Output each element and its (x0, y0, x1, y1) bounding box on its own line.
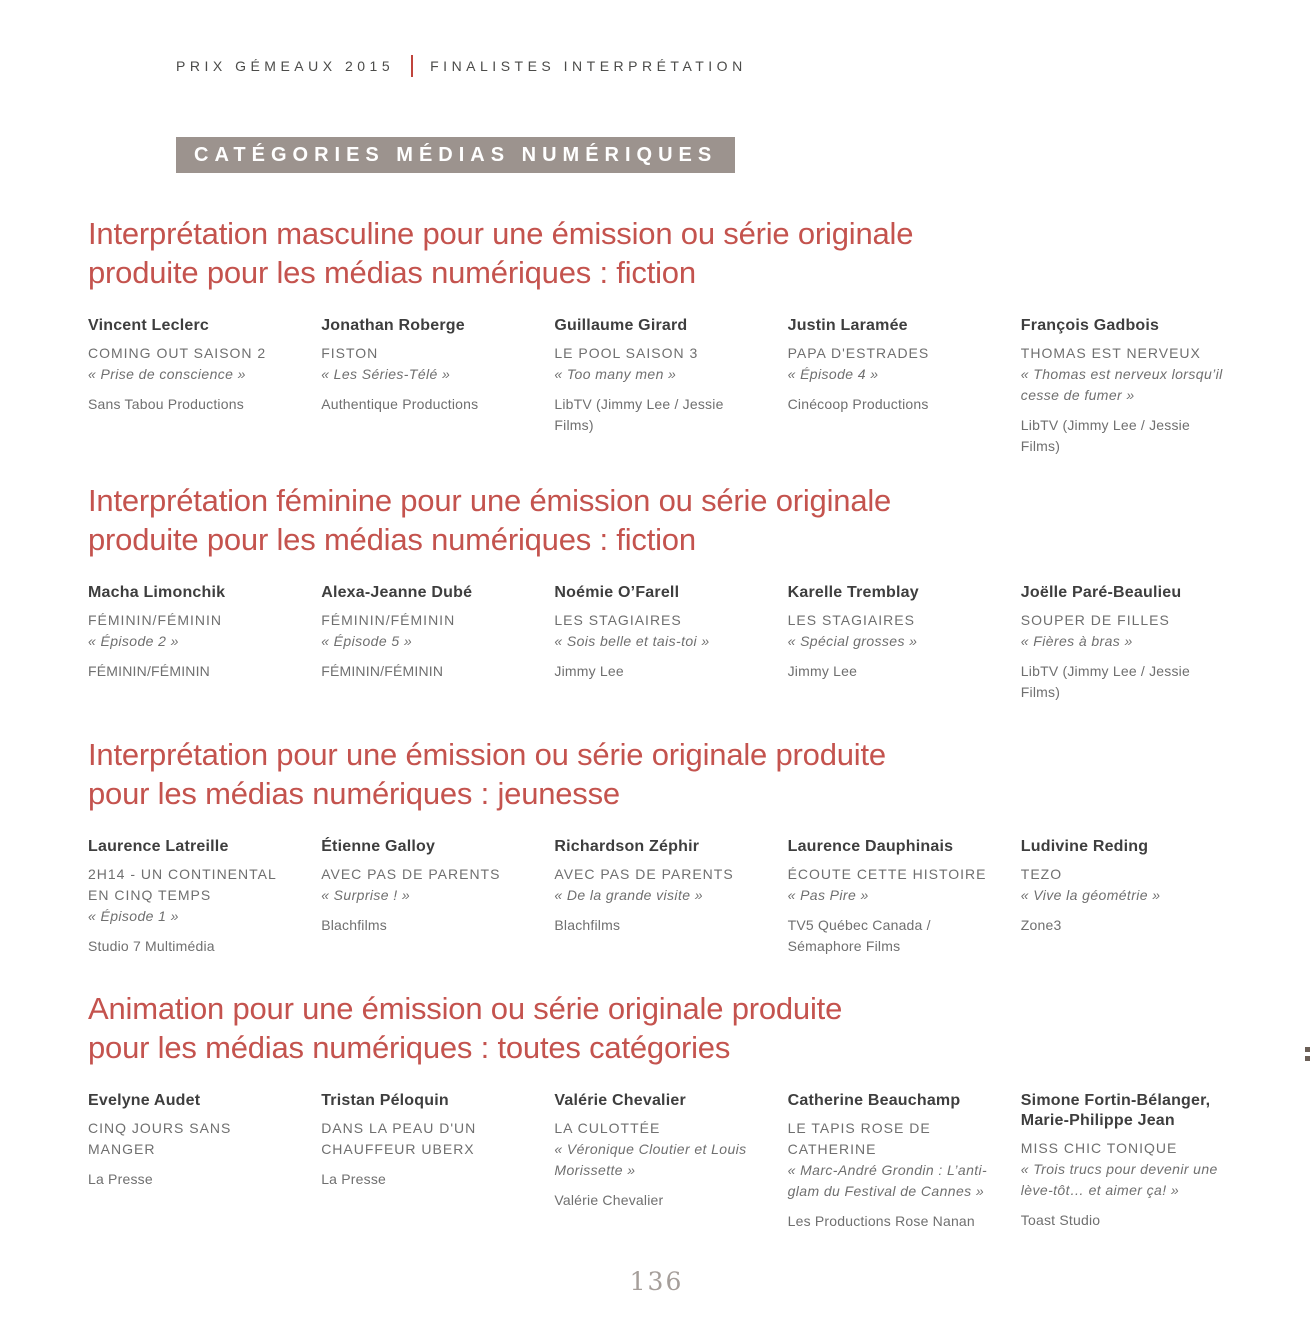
program-title: AVEC PAS DE PARENTS (554, 866, 734, 882)
program-title: LES STAGIAIRES (554, 612, 682, 628)
program-title: LE TAPIS ROSE DE CATHERINE (787, 1120, 931, 1157)
program-title: LA CULOTTÉE (554, 1120, 661, 1136)
finalists-row (88, 837, 1228, 957)
episode-title: « Pas Pire » (787, 887, 869, 903)
finalist-name: Ludivine Reding (1020, 838, 1149, 855)
episode-title: « Sois belle et tais-toi » (554, 633, 710, 649)
program-title: DANS LA PEAU D'UN CHAUFFEUR UBERX (321, 1120, 477, 1157)
finalist-entry (88, 316, 295, 457)
producer-name: Jimmy Lee (554, 663, 624, 679)
section-title-line2: pour les médias numériques : jeunesse (88, 776, 620, 811)
producer-name: FÉMININ/FÉMININ (321, 663, 444, 679)
category-banner: CATÉGORIES MÉDIAS NUMÉRIQUES (176, 137, 735, 173)
section-title-line2: produite pour les médias numériques : fiction (88, 522, 696, 557)
producer-name: La Presse (321, 1171, 387, 1187)
program-title: MISS CHIC TONIQUE (1020, 1140, 1178, 1156)
episode-title: « Épisode 5 » (321, 633, 413, 649)
finalist-entry (1021, 1091, 1228, 1232)
producer-name: Authentique Productions (321, 396, 479, 412)
producer-name: Les Productions Rose Nanan (787, 1213, 975, 1229)
program-title: AVEC PAS DE PARENTS (321, 866, 501, 882)
finalist-name: Vincent Leclerc (88, 317, 209, 334)
finalist-entry (788, 837, 995, 957)
producer-name: LibTV (Jimmy Lee / Jessie Films) (554, 396, 724, 433)
page-content (88, 172, 1228, 1232)
section-title-line2: pour les médias numériques : toutes catégories (88, 1030, 731, 1065)
episode-title: « Épisode 2 » (88, 633, 179, 649)
program-title: ÉCOUTE CETTE HISTOIRE (787, 866, 987, 882)
finalist-entry (321, 1091, 528, 1232)
finalist-name: Evelyne Audet (88, 1092, 201, 1109)
finalist-name: Tristan Péloquin (321, 1092, 449, 1109)
episode-title: « Surprise ! » (321, 887, 411, 903)
finalist-name: Guillaume Girard (554, 317, 688, 334)
section-title-line1: Animation pour une émission ou série originale produite (88, 991, 843, 1026)
finalist-entry (788, 316, 995, 457)
producer-name: FÉMININ/FÉMININ (88, 663, 210, 679)
page-number: 136 (629, 1267, 684, 1296)
producer-name: Valérie Chevalier (554, 1192, 664, 1208)
finalist-entry (88, 1091, 295, 1232)
program-title: FÉMININ/FÉMININ (88, 612, 222, 628)
section-interpretation-feminine-fiction (88, 481, 1228, 703)
episode-title: « Spécial grosses » (787, 633, 918, 649)
program-title: LE POOL SAISON 3 (554, 345, 699, 361)
section-title (88, 735, 1228, 813)
section-animation-toutes-categories (88, 989, 1228, 1232)
finalist-entry (1021, 837, 1228, 957)
section-interpretation-jeunesse (88, 735, 1228, 957)
producer-name: LibTV (Jimmy Lee / Jessie Films) (1020, 417, 1190, 454)
banner-row (176, 137, 735, 173)
section-title-line1: Interprétation pour une émission ou série originale produite (88, 737, 886, 772)
finalists-row (88, 583, 1228, 703)
finalist-name: Simone Fortin-Bélanger, Marie-Philippe Jean (1020, 1092, 1211, 1129)
header-divider (411, 55, 413, 77)
producer-name: Cinécoop Productions (787, 396, 929, 412)
section-title-line2: produite pour les médias numériques : fiction (88, 255, 696, 290)
program-title: LES STAGIAIRES (787, 612, 915, 628)
finalists-row (88, 1091, 1228, 1232)
section-title-line1: Interprétation masculine pour une émission ou série originale (88, 216, 914, 251)
finalist-name: Étienne Galloy (321, 838, 436, 855)
producer-name: Zone3 (1020, 917, 1062, 933)
producer-name: Toast Studio (1020, 1212, 1101, 1228)
finalist-entry (321, 837, 528, 957)
episode-title: « Épisode 1 » (88, 908, 179, 924)
finalist-entry (321, 583, 528, 703)
finalist-entry (88, 837, 295, 957)
section-title (88, 214, 1228, 292)
finalist-name: Valérie Chevalier (554, 1092, 686, 1109)
episode-title: « Véronique Cloutier et Louis Morissette » (554, 1141, 747, 1178)
finalists-row (88, 316, 1228, 457)
finalist-entry (788, 583, 995, 703)
program-title: FÉMININ/FÉMININ (321, 612, 456, 628)
finalist-name: François Gadbois (1020, 317, 1160, 334)
producer-name: Sans Tabou Productions (88, 396, 244, 412)
program-title: COMING OUT SAISON 2 (88, 345, 267, 361)
finalist-entry (554, 837, 761, 957)
program-title: THOMAS EST NERVEUX (1020, 345, 1201, 361)
finalist-entry (788, 1091, 995, 1232)
program-title: CINQ JOURS SANS MANGER (88, 1120, 232, 1157)
episode-title: « Trois trucs pour devenir une lève-tôt… et aimer ça! » (1020, 1161, 1218, 1198)
episode-title: « Thomas est nerveux lorsqu’il cesse de fumer » (1020, 366, 1223, 403)
episode-title: « Fières à bras » (1020, 633, 1133, 649)
finalist-name: Joëlle Paré-Beaulieu (1020, 584, 1182, 601)
producer-name: La Presse (88, 1171, 153, 1187)
program-title: PAPA D'ESTRADES (787, 345, 930, 361)
finalist-entry (1021, 316, 1228, 457)
section-title (88, 989, 1228, 1067)
section-interpretation-masculine-fiction (88, 214, 1228, 457)
producer-name: LibTV (Jimmy Lee / Jessie Films) (1020, 663, 1190, 700)
program-title: FISTON (321, 345, 379, 361)
episode-title: « De la grande visite » (554, 887, 703, 903)
header-right-text: FINALISTES INTERPRÉTATION (430, 58, 747, 74)
page-header (176, 55, 747, 77)
finalist-entry (1021, 583, 1228, 703)
producer-name: Studio 7 Multimédia (88, 938, 215, 954)
finalist-name: Richardson Zéphir (554, 838, 700, 855)
header-left-text: PRIX GÉMEAUX 2015 (176, 58, 395, 74)
section-title (88, 481, 1228, 559)
finalist-name: Catherine Beauchamp (787, 1092, 961, 1109)
producer-name: Blachfilms (554, 917, 621, 933)
finalist-name: Macha Limonchik (88, 584, 226, 601)
episode-title: « Les Séries-Télé » (321, 366, 451, 382)
producer-name: Jimmy Lee (787, 663, 858, 679)
episode-title: « Épisode 4 » (787, 366, 879, 382)
finalist-name: Laurence Dauphinais (787, 838, 954, 855)
scan-artifact-mark (1305, 1047, 1310, 1062)
finalist-entry (554, 583, 761, 703)
finalist-name: Laurence Latreille (88, 838, 229, 855)
episode-title: « Marc-André Grondin : L’anti-glam du Festival de Cannes » (787, 1162, 988, 1199)
finalist-entry (554, 1091, 761, 1232)
episode-title: « Vive la géométrie » (1020, 887, 1161, 903)
episode-title: « Too many men » (554, 366, 677, 382)
program-title: 2H14 - UN CONTINENTAL EN CINQ TEMPS (88, 866, 277, 903)
producer-name: TV5 Québec Canada / Sémaphore Films (787, 917, 931, 954)
finalist-name: Justin Laramée (787, 317, 908, 334)
program-title: SOUPER DE FILLES (1020, 612, 1170, 628)
finalist-entry (554, 316, 761, 457)
finalist-name: Jonathan Roberge (321, 317, 465, 334)
finalist-name: Alexa-Jeanne Dubé (321, 584, 473, 601)
producer-name: Blachfilms (321, 917, 387, 933)
episode-title: « Prise de conscience » (88, 366, 246, 382)
finalist-name: Karelle Tremblay (787, 584, 919, 601)
finalist-entry (88, 583, 295, 703)
program-title: TEZO (1020, 866, 1063, 882)
finalist-name: Noémie O’Farell (554, 584, 680, 601)
section-title-line1: Interprétation féminine pour une émission ou série originale (88, 483, 892, 518)
finalist-entry (321, 316, 528, 457)
